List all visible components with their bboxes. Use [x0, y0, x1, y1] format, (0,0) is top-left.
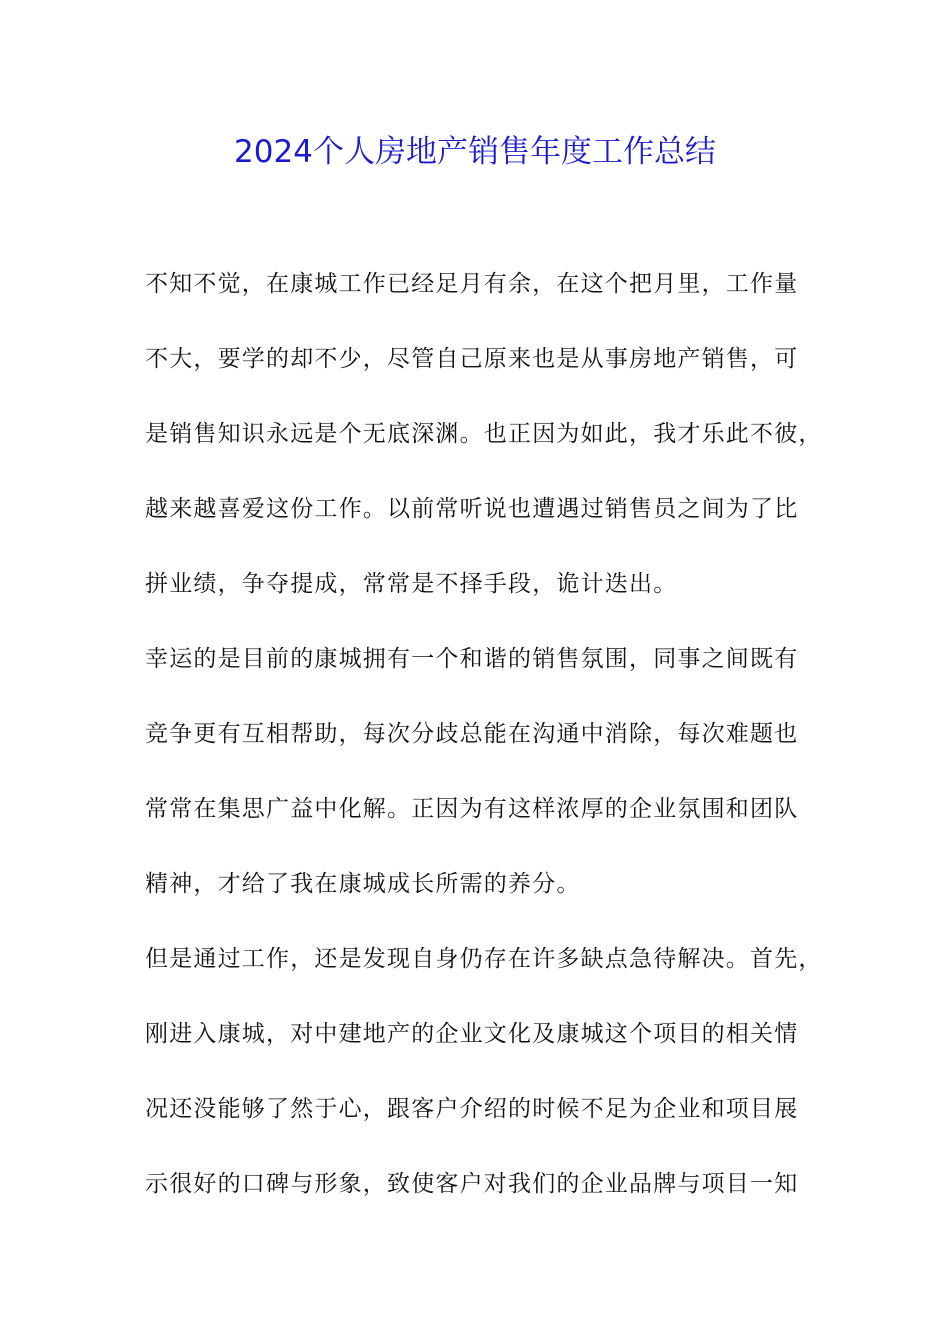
document-title: 2024个人房地产销售年度工作总结 — [234, 134, 716, 170]
paragraph-line: 刚进入康城，对中建地产的企业文化及康城这个项目的相关情 — [145, 1021, 799, 1047]
paragraph-line: 幸运的是目前的康城拥有一个和谐的销售氛围，同事之间既有 — [145, 646, 799, 672]
paragraph-line: 不知不觉，在康城工作已经足月有余，在这个把月里，工作量 — [145, 271, 799, 297]
paragraph-line: 是销售知识永远是个无底深渊。也正因为如此，我才乐此不彼， — [145, 421, 823, 447]
paragraph-line: 不大，要学的却不少，尽管自己原来也是从事房地产销售，可 — [145, 346, 799, 372]
paragraph-line: 况还没能够了然于心，跟客户介绍的时候不足为企业和项目展 — [145, 1096, 799, 1122]
paragraph-line: 但是通过工作，还是发现自身仍存在许多缺点急待解决。首先， — [145, 946, 823, 972]
paragraph-line: 常常在集思广益中化解。正因为有这样浓厚的企业氛围和团队 — [145, 796, 799, 822]
paragraph-line: 示很好的口碑与形象，致使客户对我们的企业品牌与项目一知 — [145, 1171, 799, 1197]
paragraph-line: 竞争更有互相帮助，每次分歧总能在沟通中消除，每次难题也 — [145, 721, 799, 747]
paragraph-line: 精神，才给了我在康城成长所需的养分。 — [145, 871, 581, 897]
paragraph-line: 拼业绩，争夺提成，常常是不择手段，诡计迭出。 — [145, 571, 678, 597]
paragraph-line: 越来越喜爱这份工作。以前常听说也遭遇过销售员之间为了比 — [145, 496, 799, 522]
